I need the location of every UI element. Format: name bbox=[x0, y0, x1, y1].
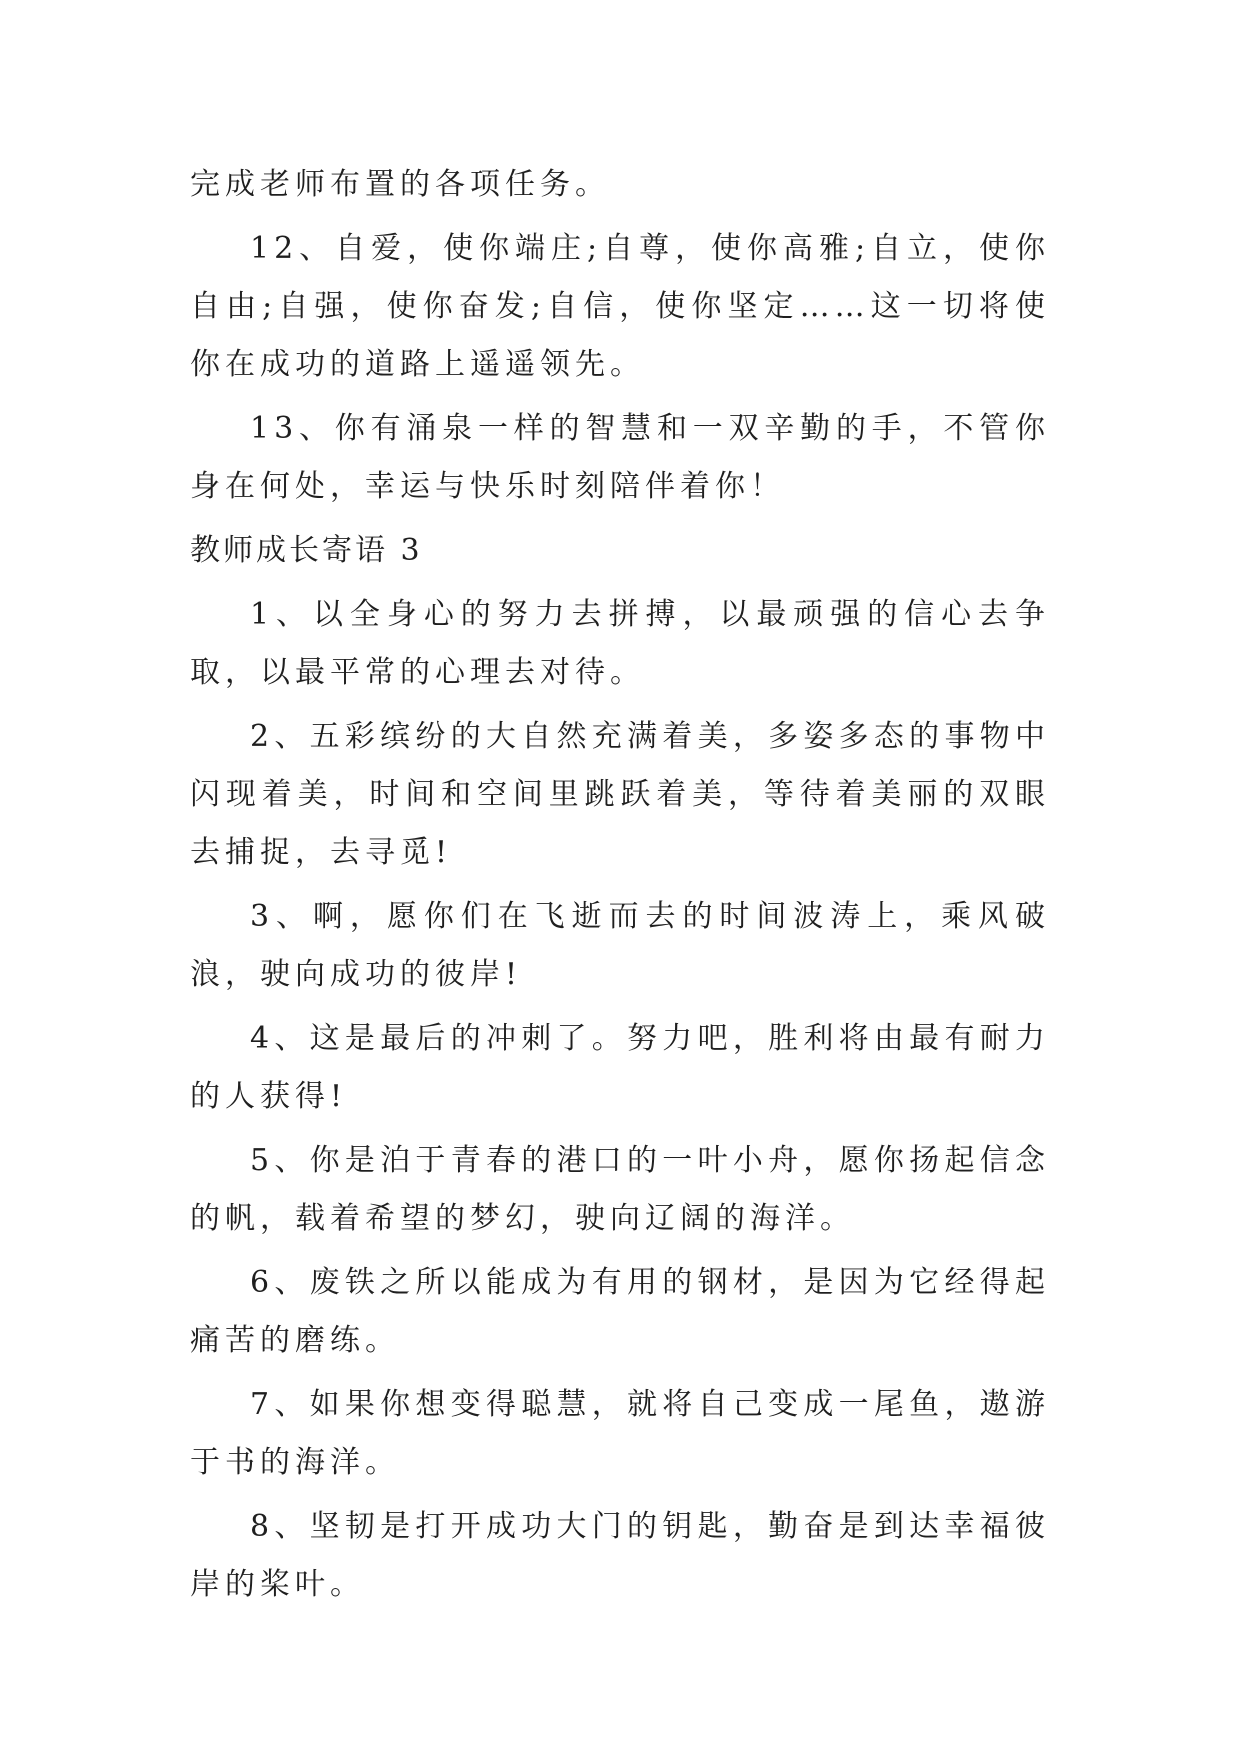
paragraph-item-6: 6、废铁之所以能成为有用的钢材，是因为它经得起痛苦的磨练。 bbox=[190, 1265, 1050, 1358]
document-body bbox=[190, 156, 1050, 1620]
paragraph-item-5: 5、你是泊于青春的港口的一叶小舟，愿你扬起信念的帆，载着希望的梦幻，驶向辽阔的海洋。 bbox=[190, 1143, 1050, 1236]
paragraph-continuation: 完成老师布置的各项任务。 bbox=[190, 167, 610, 202]
paragraph-item-4: 4、这是最后的冲刺了。努力吧，胜利将由最有耐力的人获得! bbox=[190, 1021, 1050, 1114]
paragraph-item-3: 3、啊，愿你们在飞逝而去的时间波涛上，乘风破浪，驶向成功的彼岸! bbox=[190, 899, 1050, 992]
paragraph-item-12: 12、自爱，使你端庄;自尊，使你高雅;自立，使你自由;自强，使你奋发;自信，使你坚定……这一切将使你在成功的道路上遥遥领先。 bbox=[190, 231, 1050, 382]
paragraph-item-1: 1、以全身心的努力去拼搏，以最顽强的信心去争取，以最平常的心理去对待。 bbox=[190, 597, 1050, 690]
paragraph-item-2: 2、五彩缤纷的大自然充满着美，多姿多态的事物中闪现着美，时间和空间里跳跃着美，等待着美丽的双眼去捕捉，去寻觅! bbox=[190, 719, 1050, 870]
paragraph-item-13: 13、你有涌泉一样的智慧和一双辛勤的手，不管你身在何处，幸运与快乐时刻陪伴着你！ bbox=[190, 411, 1050, 504]
paragraph-item-7: 7、如果你想变得聪慧，就将自己变成一尾鱼，遨游于书的海洋。 bbox=[190, 1387, 1050, 1480]
paragraph-item-8: 8、坚韧是打开成功大门的钥匙，勤奋是到达幸福彼岸的桨叶。 bbox=[190, 1509, 1050, 1602]
section-heading: 教师成长寄语 3 bbox=[190, 533, 423, 568]
